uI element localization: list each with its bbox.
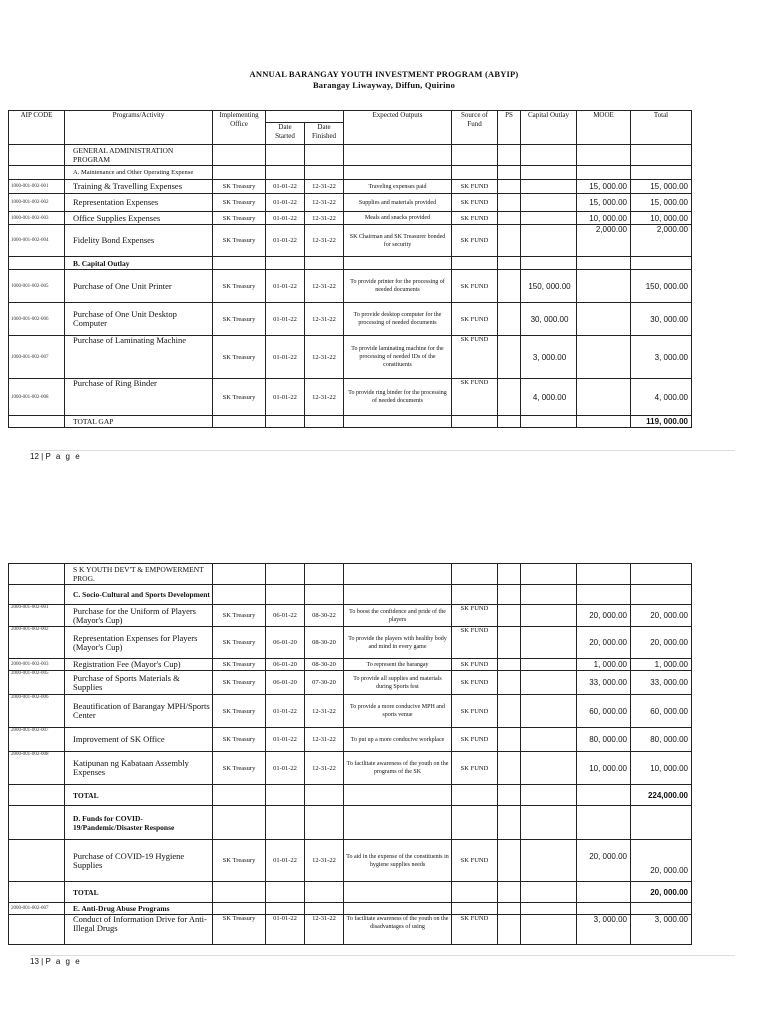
page-word: P a g e [45,452,82,461]
date-started: 06-01-22 [266,605,305,627]
table-row [9,336,692,379]
total-c-value: 224,000.00 [631,785,692,806]
mooe-value: 20, 000.00 [577,840,631,882]
document-subtitle: Barangay Liwayway, Diffun, Quirino [312,80,456,90]
expected-output: To provide the players with healthy body and mind in every game [344,627,452,659]
table-row [9,671,692,695]
date-started: 01-01-22 [266,695,305,728]
mooe-value: 2,000.00 [577,225,631,257]
expected-output: Meals and snacks provided [344,212,452,225]
mooe-value: 33, 000.00 [577,671,631,695]
implementing-office: SK Treasury [213,212,266,225]
table-row [9,180,692,194]
total-value: 150, 000.00 [631,270,692,303]
date-finished: 12-31-22 [305,336,344,379]
total-gap-value: 119, 000.00 [631,416,692,428]
table-row [9,915,692,945]
total-d-value: 20, 000.00 [631,882,692,903]
date-started: 06-01-20 [266,627,305,659]
expected-output: To provide printer for the processing of needed documents [344,270,452,303]
implementing-office: SK Treasury [213,695,266,728]
source-of-fund: SK FUND [452,605,498,627]
implementing-office: SK Treasury [213,840,266,882]
expected-output: To aid in the expense of the constituents in hygiene supplies needs [344,840,452,882]
date-finished: 12-31-22 [305,212,344,225]
program-name: Purchase of Sports Materials & Supplies [65,671,213,695]
header-ps: PS [498,111,521,145]
date-finished: 12-31-22 [305,379,344,416]
date-started: 01-01-22 [266,225,305,257]
total-value: 80, 000.00 [631,728,692,752]
program-name: Conduct of Information Drive for Anti-Illegal Drugs [65,915,213,945]
program-name: Purchase of COVID-19 Hygiene Supplies [65,840,213,882]
source-of-fund: SK FUND [452,915,498,945]
total-c-label: TOTAL [65,785,213,806]
expected-output: To provide ring binder for the processing of needed documents [344,379,452,416]
aip-code: 2000-001-002-002 [9,627,65,659]
source-of-fund: SK FUND [452,752,498,785]
expected-output: To provide all supplies and materials during Sports fest [344,671,452,695]
abyip-table-page-13 [8,563,692,945]
aip-code: 1000-001-002-008 [9,379,65,416]
table-row [9,840,692,882]
total-value: 33, 000.00 [631,671,692,695]
date-started: 01-01-22 [266,194,305,212]
implementing-office: SK Treasury [213,728,266,752]
source-of-fund: SK FUND [452,695,498,728]
program-name: Office Supplies Expenses [65,212,213,225]
total-value: 15, 000.00 [631,194,692,212]
program-name: Training & Travelling Expenses [65,180,213,194]
table-row [9,303,692,336]
aip-code: 2000-001-002-007 [9,728,65,752]
date-finished: 12-31-22 [305,752,344,785]
mooe-value: 60, 000.00 [577,695,631,728]
header-aip-code: AIP CODE [9,111,65,145]
implementing-office: SK Treasury [213,671,266,695]
table-row [9,659,692,671]
mooe-value: 15, 000.00 [577,180,631,194]
capital-outlay-value: 3, 000.00 [521,336,577,379]
aip-code: 1000-001-002-005 [9,270,65,303]
aip-code: 2000-001-002-005 [9,671,65,695]
footer-rule [30,955,735,956]
date-finished: 12-31-22 [305,728,344,752]
section-d-label: D. Funds for COVID-19/Pandemic/Disaster Response [65,806,213,840]
expected-output: Supplies and materials provided [344,194,452,212]
footer-rule [30,450,735,451]
implementing-office: SK Treasury [213,194,266,212]
program-name: Representation Expenses for Players (Mayor's Cup) [65,627,213,659]
aip-code: 1000-001-002-007 [9,336,65,379]
aip-code: 1000-001-002-006 [9,303,65,336]
program-name: Purchase of One Unit Printer [65,270,213,303]
total-value: 1, 000.00 [631,659,692,671]
aip-code: 2000-001-002-001 [9,605,65,627]
mooe-value: 20, 000.00 [577,627,631,659]
source-of-fund: SK FUND [452,627,498,659]
aip-code: 2000-001-002-006 [9,695,65,728]
program-name: Representation Expenses [65,194,213,212]
date-started: 06-01-20 [266,659,305,671]
section-a-label: A. Maintenance and Other Operating Expense [65,166,213,180]
source-of-fund: SK FUND [452,212,498,225]
source-of-fund: SK FUND [452,180,498,194]
mooe-value: 1, 000.00 [577,659,631,671]
total-value: 3, 000.00 [631,336,692,379]
program-name: Registration Fee (Mayor's Cup) [65,659,213,671]
date-finished: 12-31-22 [305,915,344,945]
expected-output: To represent the barangay [344,659,452,671]
expected-output: To provide laminating machine for the processing of needed IDs of the constituents [344,336,452,379]
program-name: Purchase of Ring Binder [65,379,213,416]
header-total: Total [631,111,692,145]
capital-outlay-value: 150, 000.00 [521,270,577,303]
date-finished: 12-31-22 [305,695,344,728]
total-row [9,785,692,806]
total-gap-label: TOTAL GAP [65,416,213,428]
total-value: 2,000.00 [631,225,692,257]
expected-output: Traveling expenses paid [344,180,452,194]
abyip-table-page-12 [8,110,692,428]
youth-program-header: S K YOUTH DEV'T & EMPOWERMENT PROG. [65,564,213,585]
table-row [9,695,692,728]
implementing-office: SK Treasury [213,336,266,379]
aip-code: 1000-001-002-004 [9,225,65,257]
header-implementing-office: Implementing Office [213,111,266,145]
source-of-fund: SK FUND [452,270,498,303]
mooe-value: 10, 000.00 [577,752,631,785]
implementing-office: SK Treasury [213,379,266,416]
program-name: Fidelity Bond Expenses [65,225,213,257]
expected-output: To boost the confidence and pride of the players [344,605,452,627]
expected-output: To provide desktop computer for the processing of needed documents [344,303,452,336]
section-b-label: B. Capital Outlay [65,257,213,270]
section-e-label: E. Anti-Drug Abuse Programs [65,903,213,915]
source-of-fund: SK FUND [452,336,498,379]
date-finished: 12-31-22 [305,270,344,303]
date-started: 01-01-22 [266,303,305,336]
date-started: 01-01-22 [266,212,305,225]
source-of-fund: SK FUND [452,225,498,257]
source-of-fund: SK FUND [452,379,498,416]
total-d-label: TOTAL [65,882,213,903]
date-started: 01-01-22 [266,180,305,194]
page-footer-13: 13 | P a g e [30,957,82,966]
table-row [9,379,692,416]
date-finished: 08-30-22 [305,605,344,627]
expected-output: To put up a more conducive workplace [344,728,452,752]
date-finished: 12-31-22 [305,303,344,336]
expected-output: SK Chairman and SK Treasurer bonded for security [344,225,452,257]
implementing-office: SK Treasury [213,752,266,785]
header-date-finished: Date Finished [305,123,344,145]
date-started: 01-01-22 [266,728,305,752]
date-finished: 08-30-20 [305,659,344,671]
implementing-office: SK Treasury [213,915,266,945]
date-finished: 12-31-22 [305,180,344,194]
implementing-office: SK Treasury [213,659,266,671]
aip-code: 1000-001-002-003 [9,212,65,225]
date-finished: 07-30-20 [305,671,344,695]
implementing-office: SK Treasury [213,225,266,257]
capital-outlay-value: 4, 000.00 [521,379,577,416]
source-of-fund: SK FUND [452,671,498,695]
total-value: 20, 000.00 [631,627,692,659]
capital-outlay-value: 30, 000.00 [521,303,577,336]
expected-output: To facilitate awareness of the youth on the programs of the SK [344,752,452,785]
source-of-fund: SK FUND [452,659,498,671]
table-row [9,212,692,225]
total-value: 10, 000.00 [631,212,692,225]
implementing-office: SK Treasury [213,270,266,303]
implementing-office: SK Treasury [213,303,266,336]
expected-output: To facilitate awareness of the youth on the disadvantages of using [344,915,452,945]
total-row [9,416,692,428]
source-of-fund: SK FUND [452,728,498,752]
page-word: P a g e [45,957,82,966]
header-schedule [266,111,344,123]
expected-output: To provide a more conducive MPH and sports venue [344,695,452,728]
total-row [9,882,692,903]
aip-code: 1000-001-002-001 [9,180,65,194]
table-row [9,627,692,659]
aip-code: 1000-001-002-002 [9,194,65,212]
date-started: 01-01-22 [266,336,305,379]
total-value: 30, 000.00 [631,303,692,336]
date-finished: 12-31-22 [305,840,344,882]
mooe-value: 10, 000.00 [577,212,631,225]
total-value: 20, 000.00 [631,840,692,882]
total-value: 3, 000.00 [631,915,692,945]
header-mooe: MOOE [577,111,631,145]
total-value: 10, 000.00 [631,752,692,785]
implementing-office: SK Treasury [213,605,266,627]
header-programs: Programs/Activity [65,111,213,145]
table-row [9,194,692,212]
implementing-office: SK Treasury [213,180,266,194]
total-value: 20, 000.00 [631,605,692,627]
mooe-value: 80, 000.00 [577,728,631,752]
source-of-fund: SK FUND [452,303,498,336]
mooe-value: 20, 000.00 [577,605,631,627]
capital-outlay-value: 3, 000.00 [577,915,631,945]
header-expected-outputs: Expected Outputs [344,111,452,145]
table-row [9,728,692,752]
header-capital-outlay: Capital Outlay [521,111,577,145]
program-name: Beautification of Barangay MPH/Sports Center [65,695,213,728]
program-name: Improvement of SK Office [65,728,213,752]
header-date-started: Date Started [266,123,305,145]
page-footer-12: 12 | P a g e [30,452,82,461]
section-c-label: C. Socio-Cultural and Sports Development [65,585,213,605]
general-admin-label: GENERAL ADMINISTRATION PROGRAM [65,145,213,166]
date-finished: 12-31-22 [305,225,344,257]
table-row [9,225,692,257]
document-title: ANNUAL BARANGAY YOUTH INVESTMENT PROGRAM (ABYIP) [249,69,519,79]
program-name: Purchase of Laminating Machine [65,336,213,379]
aip-code: 2000-001-002-007 [9,903,65,915]
page-number: 12 [30,452,39,461]
page-number: 13 [30,957,39,966]
table-row [9,752,692,785]
date-started: 01-01-22 [266,270,305,303]
date-started: 01-01-22 [266,915,305,945]
table-row [9,605,692,627]
date-finished: 08-30-20 [305,627,344,659]
implementing-office: SK Treasury [213,627,266,659]
table-row [9,270,692,303]
source-of-fund: SK FUND [452,840,498,882]
mooe-value: 15, 000.00 [577,194,631,212]
date-started: 01-01-22 [266,752,305,785]
total-value: 60, 000.00 [631,695,692,728]
aip-code: 2000-001-002-008 [9,752,65,785]
header-source-of-fund: Source of Fund [452,111,498,145]
aip-code: 2000-001-002-003 [9,659,65,671]
date-started: 01-01-22 [266,379,305,416]
program-name: Katipunan ng Kabataan Assembly Expenses [65,752,213,785]
date-started: 01-01-22 [266,840,305,882]
program-name: Purchase of One Unit Desktop Computer [65,303,213,336]
total-value: 15, 000.00 [631,180,692,194]
total-value: 4, 000.00 [631,379,692,416]
source-of-fund: SK FUND [452,194,498,212]
date-started: 06-01-20 [266,671,305,695]
date-finished: 12-31-22 [305,194,344,212]
program-name: Purchase for the Uniform of Players (Mayor's Cup) [65,605,213,627]
